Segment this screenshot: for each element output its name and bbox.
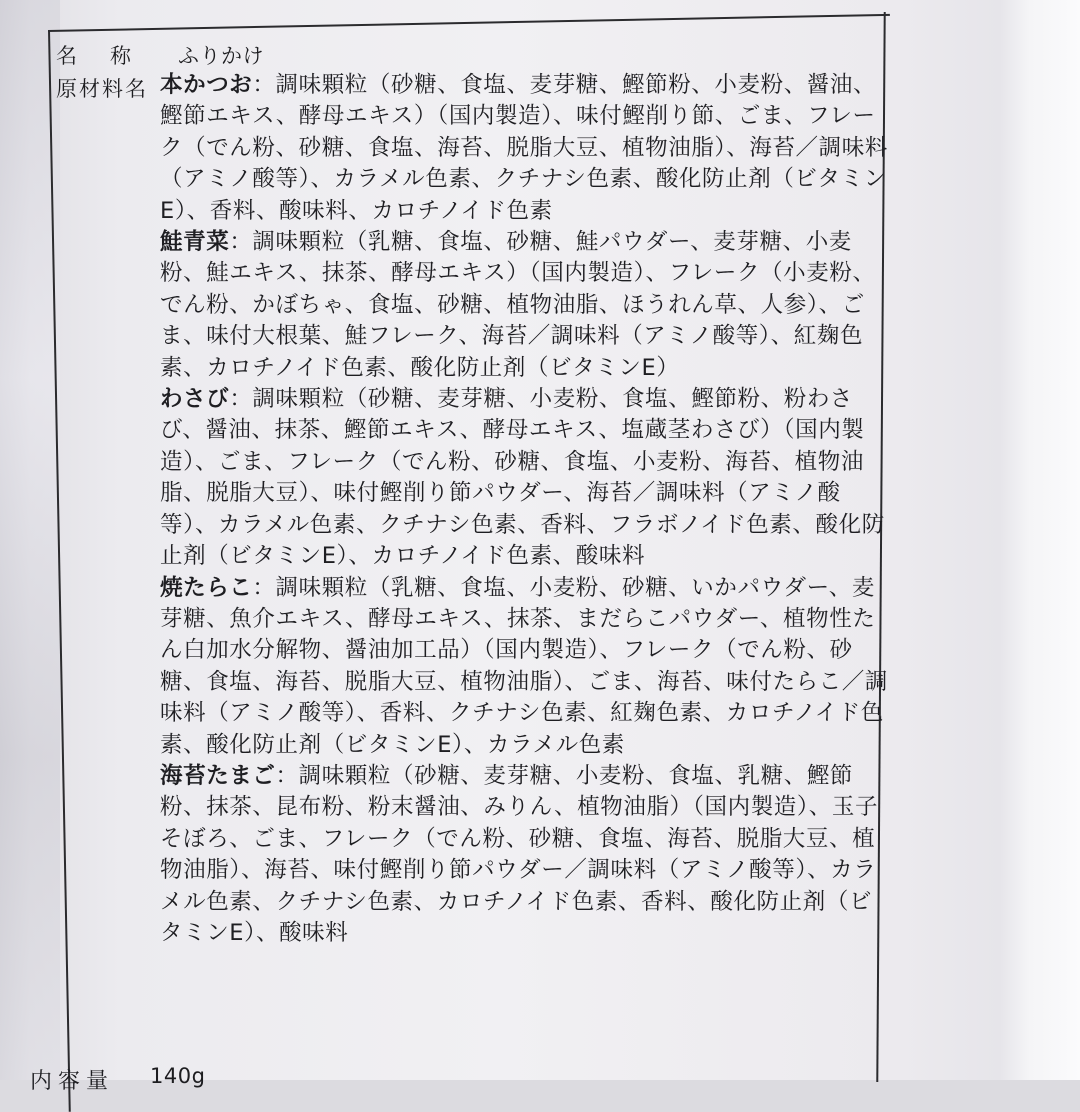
flavor-ingredients: ：調味顆粒（乳糖、食塩、小麦粉、砂糖、いかパウダー、麦芽糖、魚介エキス、酵母エキス、抹茶、まだらこパウダー、植物性たん白加水分解物、醤油加工品）（国内製造）、フレーク（でん粉、砂糖、食塩、海苔、脱脂大豆、植物油脂）、ごま、海苔、味付たらこ／調味料（アミノ酸等）、香料、クチナシ色素、紅麹色素、カロチノイド色素、酸化防止剤（ビタミンE）、カラメル色素: [160, 574, 888, 758]
flavor-name: 本かつお: [160, 72, 253, 98]
flavor-ingredients: ：調味顆粒（砂糖、食塩、麦芽糖、鰹節粉、小麦粉、醤油、鰹節エキス、酵母エキス）（国内製造）、味付鰹削り節、ごま、フレーク（でん粉、砂糖、食塩、海苔、脱脂大豆、植物油脂）、海苔／調味料（アミノ酸等）、カラメル色素、クチナシ色素、酸化防止剤（ビタミンE）、香料、酸味料、カロチノイド色素: [160, 72, 888, 224]
ingredients-list: [160, 70, 890, 949]
flavor-item: [160, 70, 890, 227]
name-label: 名 称: [56, 44, 137, 68]
flavor-name: わさび: [160, 386, 230, 413]
flavor-item: [160, 384, 890, 572]
flavor-item: [160, 227, 890, 384]
flavor-item: [160, 761, 890, 949]
flavor-ingredients: ：調味顆粒（砂糖、麦芽糖、小麦粉、食塩、乳糖、鰹節粉、抹茶、昆布粉、粉末醤油、みりん、植物油脂）（国内製造）、玉子そぼろ、ごま、フレーク（でん粉、砂糖、食塩、海苔、脱脂大豆、植物油脂）、海苔、味付鰹削り節パウダー／調味料（アミノ酸等）、カラメル色素、クチナシ色素、カロチノイド色素、香料、酸化防止剤（ビタミンE）、酸味料: [160, 762, 879, 946]
flavor-name: 鮭青菜: [160, 229, 230, 256]
flavor-ingredients: ：調味顆粒（乳糖、食塩、砂糖、鮭パウダー、麦芽糖、小麦粉、鮭エキス、抹茶、酵母エキス）（国内製造）、フレーク（小麦粉、でん粉、かぼちゃ、食塩、砂糖、植物油脂、ほうれん草、人参）、ごま、味付大根葉、鮭フレーク、海苔／調味料（アミノ酸等）、紅麹色素、カロチノイド色素、酸化防止剤（ビタミンE）: [160, 229, 876, 381]
ingredients-label: 原材料名: [56, 77, 148, 101]
flavor-name: 海苔たまご: [160, 762, 276, 789]
name-value: ふりかけ: [178, 44, 264, 68]
flavor-name: 焼たらこ: [160, 574, 253, 601]
flavor-ingredients: ：調味顆粒（砂糖、麦芽糖、小麦粉、食塩、鰹節粉、粉わさび、醤油、抹茶、鰹節エキス、酵母エキス、塩蔵茎わさび）（国内製造）、ごま、フレーク（でん粉、砂糖、食塩、小麦粉、海苔、植物油脂、脱脂大豆）、味付鰹削り節パウダー、海苔／調味料（アミノ酸等）、カラメル色素、クチナシ色素、香料、フラボノイド色素、酸化防止剤（ビタミンE）、カロチノイド色素、酸味料: [160, 386, 885, 570]
content-value: 140g: [150, 1064, 206, 1088]
content-label: 内容量: [30, 1069, 115, 1094]
flavor-item: [160, 573, 890, 761]
